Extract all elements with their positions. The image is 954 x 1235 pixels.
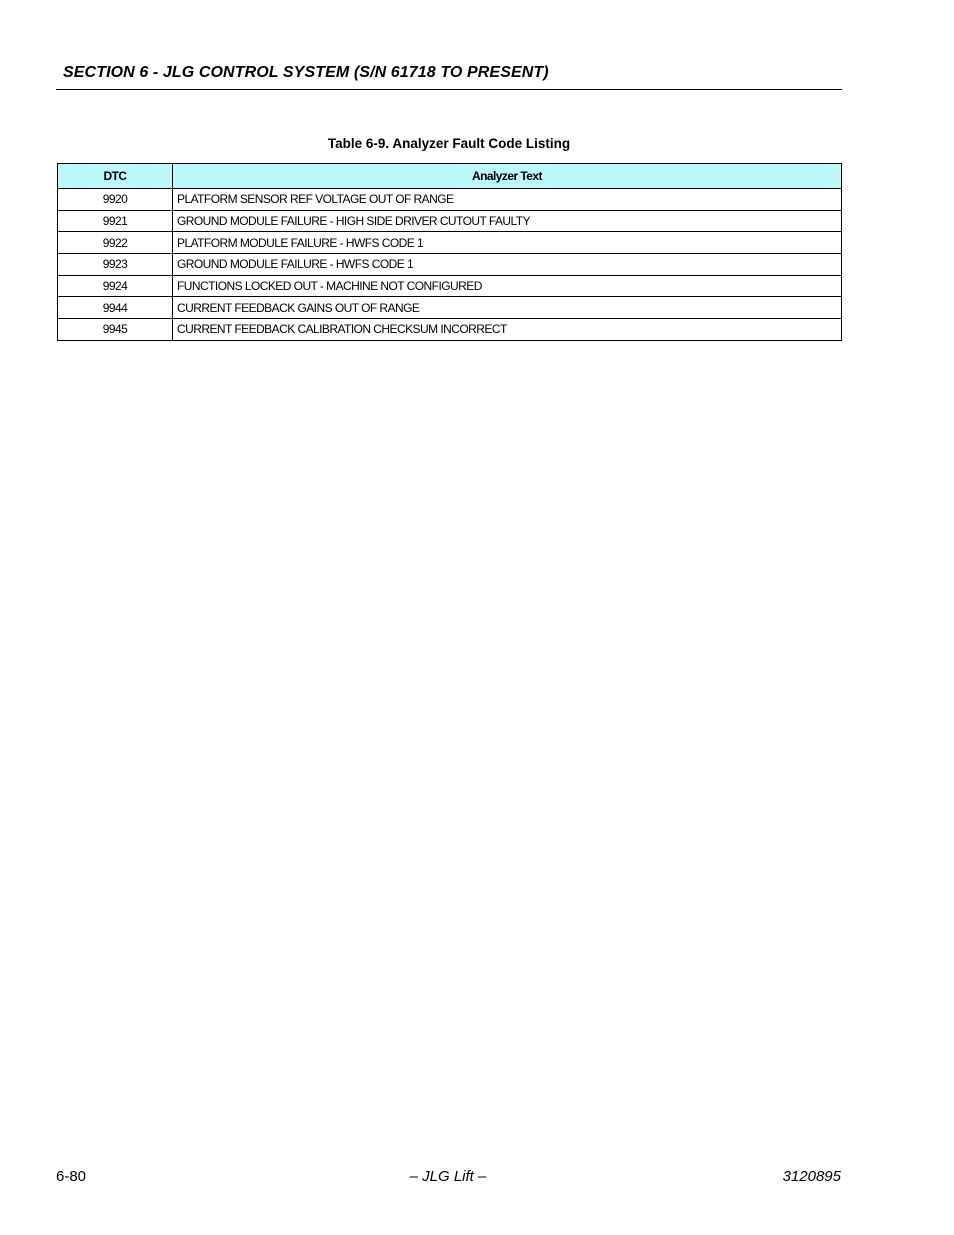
dtc-cell: 9922	[58, 232, 173, 254]
dtc-cell: 9921	[58, 210, 173, 232]
dtc-cell: 9944	[58, 297, 173, 319]
analyzer-text-cell: CURRENT FEEDBACK CALIBRATION CHECKSUM INCORRECT	[173, 319, 842, 341]
dtc-cell: 9945	[58, 319, 173, 341]
table-caption: Table 6-9. Analyzer Fault Code Listing	[327, 136, 571, 151]
dtc-cell: 9924	[58, 275, 173, 297]
table-row	[58, 319, 842, 341]
analyzer-text-cell: PLATFORM MODULE FAILURE - HWFS CODE 1	[173, 232, 842, 254]
document-number: 3120895	[782, 1168, 841, 1185]
dtc-cell: 9923	[58, 254, 173, 276]
table-row	[58, 275, 842, 297]
footer-publisher: – JLG Lift –	[409, 1168, 487, 1185]
analyzer-text-cell: PLATFORM SENSOR REF VOLTAGE OUT OF RANGE	[173, 189, 842, 211]
page-number: 6-80	[56, 1168, 87, 1185]
section-title: SECTION 6 - JLG CONTROL SYSTEM (S/N 61718 TO PRESENT)	[63, 64, 549, 81]
fault-code-table	[57, 163, 842, 341]
table-row	[58, 210, 842, 232]
analyzer-text-cell: GROUND MODULE FAILURE - HWFS CODE 1	[173, 254, 842, 276]
analyzer-text-cell: GROUND MODULE FAILURE - HIGH SIDE DRIVER CUTOUT FAULTY	[173, 210, 842, 232]
analyzer-text-cell: FUNCTIONS LOCKED OUT - MACHINE NOT CONFIGURED	[173, 275, 842, 297]
table-row	[58, 297, 842, 319]
table-row	[58, 254, 842, 276]
column-header-analyzer-text: Analyzer Text	[173, 164, 842, 189]
table-row	[58, 189, 842, 211]
analyzer-text-cell: CURRENT FEEDBACK GAINS OUT OF RANGE	[173, 297, 842, 319]
header-divider	[56, 89, 842, 90]
table-header-row	[58, 164, 842, 189]
column-header-dtc: DTC	[58, 164, 173, 189]
table-row	[58, 232, 842, 254]
dtc-cell: 9920	[58, 189, 173, 211]
